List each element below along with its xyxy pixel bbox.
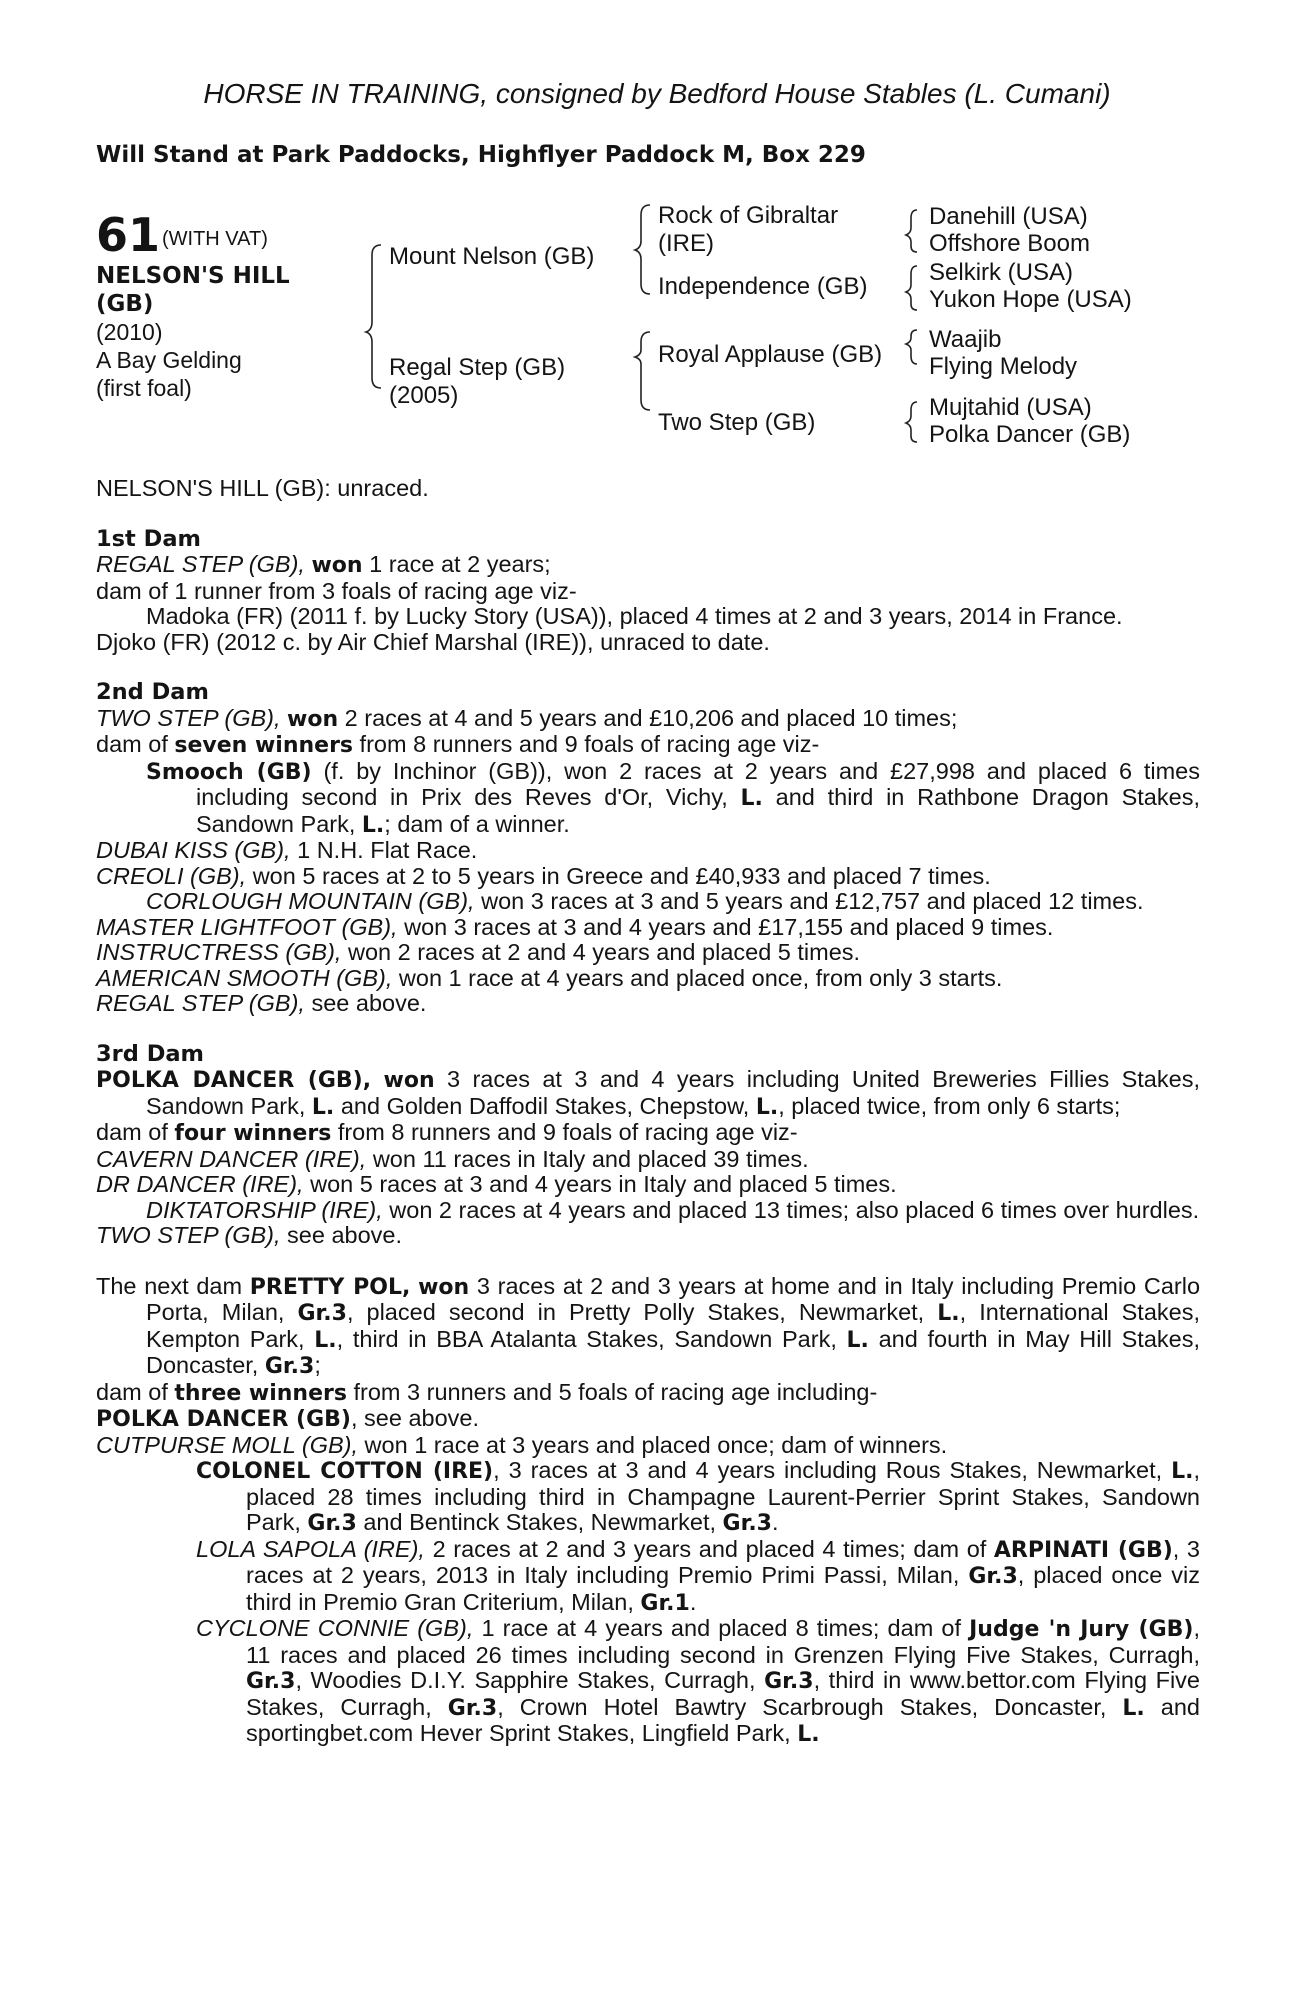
brace-dam (635, 332, 650, 410)
pedigree-sire-dam: Independence (GB) (658, 273, 868, 300)
dam1-record (96, 552, 1200, 579)
cavern-text: won 11 races in Italy and placed 39 times. (366, 1145, 809, 1172)
colonel-text-d: . (771, 1509, 779, 1535)
smooch-text-b: and third in Rathbone Dragon Stakes, Sandown Park, (196, 784, 1200, 837)
dam3-record (96, 1067, 1200, 1120)
pedigree-g6: Flying Melody (929, 353, 1078, 380)
dam1-record-text: 1 race at 2 years; (362, 551, 551, 577)
dr-text: won 5 races at 3 and 4 years in Italy and placed 5 times. (303, 1171, 897, 1197)
cutpurse-text: won 1 race at 3 years and placed once; dam of winners. (358, 1431, 948, 1458)
pedigree-brackets (0, 0, 1314, 470)
cyclone-text-d: , Woodies D.I.Y. Sapphire Stakes, Curragh, (295, 1667, 765, 1693)
dam3-produce-c: from 8 runners and 9 foals of racing age viz- (331, 1119, 798, 1145)
next-record-c: , International Stakes, Kempton Park, (146, 1299, 1200, 1352)
dam2-dubai (96, 838, 1200, 864)
dr-name: DR DANCER (IRE), (96, 1171, 304, 1197)
american-text: won 1 race at 4 years and placed once, from only 3 starts. (392, 964, 1003, 991)
regal-name: REGAL STEP (GB), (96, 990, 305, 1016)
creoli-text: won 5 races at 2 to 5 years in Greece and £40,933 and placed 7 times. (246, 862, 991, 889)
next-record-f: ; (314, 1352, 321, 1378)
smooch-listed-2: L. (361, 812, 385, 838)
cyclone-text-f: , Crown Hotel Bawtry Scarbrough Stakes, Doncaster, (497, 1693, 1123, 1720)
dam3-produce-a: dam of (96, 1119, 175, 1145)
smooch-listed-1: L. (740, 786, 763, 811)
dam2-produce (96, 732, 1200, 759)
next-polka-name: POLKA DANCER (GB) (96, 1407, 351, 1432)
next-name: PRETTY POL, (249, 1274, 411, 1300)
master-name: MASTER LIGHTFOOT (GB), (96, 913, 398, 940)
brace-g4 (906, 402, 917, 442)
cyclone-name: CYCLONE CONNIE (GB), (196, 1615, 474, 1641)
horse-description: A Bay Gelding (96, 347, 242, 373)
dam3-name: POLKA DANCER (GB), (96, 1068, 372, 1093)
pedigree-sire-sire: Rock of Gibraltar (658, 202, 839, 229)
lola-gr1: Gr.1 (640, 1590, 690, 1616)
arpinati-name: ARPINATI (GB) (993, 1537, 1173, 1563)
next-gr3-b: Gr.3 (264, 1354, 315, 1379)
dam2-regal (96, 991, 1200, 1017)
cyclone-text-g: and sportingbet.com Hever Sprint Stakes, Lingfield Park, (246, 1693, 1200, 1746)
dam2-master (96, 915, 1200, 941)
judge-n-jury-name: Judge 'n Jury (GB) (969, 1617, 1194, 1642)
stand-location: Will Stand at Park Paddocks, Highflyer Paddock M, Box 229 (96, 142, 866, 168)
dam2-produce-c: from 8 runners and 9 foals of racing age viz- (353, 731, 820, 757)
corlough-text: won 3 races at 3 and 5 years and £12,757 and placed 12 times. (474, 888, 1144, 914)
instructress-name: INSTRUCTRESS (GB), (96, 939, 342, 965)
dam3-produce-winners: four winners (174, 1121, 332, 1146)
next-produce-a: dam of (96, 1378, 175, 1405)
cyclone-listed-b: L. (797, 1722, 820, 1747)
dam2-produce-a: dam of (96, 731, 175, 757)
horse-year: (2010) (96, 319, 163, 345)
cyclone-text-e: , third in www.bettor.com Flying Five Stakes, Curragh, (246, 1667, 1200, 1720)
brace-main (366, 245, 381, 388)
dam3-two (96, 1223, 1200, 1249)
next-colonel (96, 1458, 1200, 1537)
pedigree-g4: Yukon Hope (USA) (929, 286, 1132, 313)
next-polka-text: , see above. (351, 1405, 480, 1431)
vat-note: (WITH VAT) (162, 228, 268, 250)
dam2-record-text: 2 races at 4 and 5 years and £10,206 and placed 10 times; (338, 704, 958, 731)
brace-g2 (906, 266, 917, 310)
dam2-creoli (96, 864, 1200, 890)
pedigree-sire-sire-2: (IRE) (658, 230, 714, 257)
pedigree-dam-sire: Royal Applause (GB) (658, 341, 883, 368)
cyclone-gr3-c: Gr.3 (447, 1695, 498, 1721)
pedigree-g2: Offshore Boom (929, 230, 1090, 257)
dam3-cavern (96, 1147, 1200, 1173)
dam1-produce-1: Madoka (FR) (2011 f. by Lucky Story (USA)), placed 4 times at 2 and 3 years, 2014 in France. (146, 603, 1123, 629)
colonel-name: COLONEL COTTON (IRE) (196, 1459, 494, 1484)
pedigree-g8: Polka Dancer (GB) (929, 421, 1131, 448)
next-lola (96, 1537, 1200, 1617)
pedigree-sire: Mount Nelson (GB) (389, 243, 595, 270)
dam1-name: REGAL STEP (GB), (96, 551, 305, 577)
dam1-heading: 1st Dam (96, 525, 201, 552)
next-produce (96, 1380, 1200, 1407)
dam2-produce-winners: seven winners (174, 733, 354, 758)
lot-number: 61 (96, 208, 161, 262)
pedigree-g3: Selkirk (USA) (929, 259, 1074, 286)
lola-name: LOLA SAPOLA (IRE), (196, 1535, 425, 1562)
brace-sire (635, 205, 650, 294)
diktatorship-name: DIKTATORSHIP (IRE), (146, 1196, 383, 1223)
dubai-name: DUBAI KISS (GB), (96, 837, 291, 863)
master-text: won 3 races at 3 and 4 years and £17,155 and placed 9 times. (397, 913, 1054, 940)
creoli-name: CREOLI (GB), (96, 862, 247, 889)
dam2-american (96, 966, 1200, 992)
pedigree-dam-year: (2005) (389, 382, 459, 409)
cyclone-text-a: 1 race at 4 years and placed 8 times; dam of (473, 1615, 970, 1641)
dam3-dr (96, 1172, 1200, 1198)
cutpurse-name: CUTPURSE MOLL (GB), (96, 1431, 359, 1458)
dam2-smooch (96, 759, 1200, 839)
cyclone-text-c: , 11 races and placed 26 times including second in Grenzen Flying Five Stakes, Curragh, (246, 1615, 1200, 1668)
cyclone-listed-a: L. (1122, 1695, 1145, 1721)
dam2-instructress (96, 940, 1200, 966)
dam2-heading: 2nd Dam (96, 679, 209, 705)
next-listed-a: L. (937, 1301, 960, 1326)
horse-name-line2: (GB) (96, 291, 154, 317)
dam3-listed-2: L. (755, 1094, 779, 1120)
smooch-name: Smooch (GB) (146, 759, 312, 785)
cavern-name: CAVERN DANCER (IRE), (96, 1145, 367, 1172)
brace-g3 (906, 330, 917, 364)
dam3-record-c: , placed twice, from only 6 starts; (778, 1092, 1121, 1119)
lola-text-a: 2 races at 2 and 3 years and placed 4 times; dam of (424, 1535, 994, 1562)
horse-note: (first foal) (96, 375, 192, 401)
smooch-text-a: (f. by Inchinor (GB)), won 2 races at 2 years and £27,998 and placed 6 times including second in Prix des Reves d'Or, Vichy, (196, 757, 1201, 810)
dam1-won: won (311, 553, 363, 578)
colonel-gr3-b: Gr.3 (722, 1511, 772, 1536)
two-step-name: TWO STEP (GB), (96, 1222, 281, 1248)
pedigree-g7: Mujtahid (USA) (929, 394, 1092, 421)
next-record-b: , placed second in Pretty Polly Stakes, Newmarket, (346, 1299, 938, 1325)
unraced-line: NELSON'S HILL (GB): unraced. (96, 475, 429, 501)
lola-text-c: , 3 races at 2 years, 2013 in Italy including Premio Primi Passi, Milan, (246, 1535, 1200, 1588)
dam3-diktatorship (96, 1198, 1200, 1224)
regal-text: see above. (304, 990, 427, 1016)
next-cutpurse (96, 1433, 1200, 1459)
dam3-record-b: and Golden Daffodil Stakes, Chepstow, (334, 1092, 756, 1119)
next-gr3-a: Gr.3 (297, 1301, 347, 1326)
colonel-listed: L. (1171, 1459, 1194, 1484)
next-record-e: and fourth in May Hill Stakes, Doncaster, (146, 1325, 1200, 1378)
dam2-corlough (96, 889, 1200, 915)
next-record-d: , third in BBA Atalanta Stakes, Sandown Park, (336, 1325, 847, 1352)
next-intro: The next dam (96, 1272, 250, 1299)
next-produce-winners: three winners (174, 1380, 347, 1406)
dam3-listed-1: L. (311, 1094, 335, 1120)
pedigree-dam: Regal Step (GB) (389, 354, 566, 381)
dam1-produce: dam of 1 runner from 3 foals of racing age viz- (96, 577, 577, 604)
corlough-name: CORLOUGH MOUNTAIN (GB), (146, 888, 475, 914)
next-record-a: 3 races at 2 and 3 years at home and in Italy including Premio Carlo Porta, Milan, (146, 1272, 1201, 1325)
dam3-won: won (383, 1068, 435, 1093)
next-dam-record (96, 1274, 1200, 1380)
lola-gr3: Gr.3 (968, 1564, 1018, 1589)
brace-g1 (906, 210, 917, 252)
dam1-produce-2: Djoko (FR) (2012 c. by Air Chief Marshal (IRE)), unraced to date. (96, 628, 770, 655)
next-cyclone (96, 1616, 1200, 1748)
next-polka (96, 1406, 1200, 1433)
dam2-record (96, 706, 1200, 733)
lola-text-e: . (689, 1588, 697, 1615)
pedigree-g1: Danehill (USA) (929, 203, 1088, 230)
cyclone-gr3-b: Gr.3 (764, 1669, 814, 1694)
pedigree-g5: Waajib (929, 326, 1002, 353)
page-title: HORSE IN TRAINING, consigned by Bedford House Stables (L. Cumani) (203, 78, 1111, 109)
american-name: AMERICAN SMOOTH (GB), (96, 964, 393, 991)
dam2-name: TWO STEP (GB), (96, 704, 281, 731)
next-listed-c: L. (846, 1327, 869, 1353)
dam3-record-a: 3 races at 3 and 4 years including United Breweries Fillies Stakes, Sandown Park, (146, 1066, 1200, 1119)
horse-name-line1: NELSON'S HILL (96, 263, 290, 289)
colonel-text-c: and Bentinck Stakes, Newmarket, (356, 1509, 723, 1535)
cyclone-gr3-a: Gr.3 (246, 1669, 296, 1694)
diktatorship-text: won 2 races at 4 years and placed 13 times; also placed 6 times over hurdles. (382, 1196, 1200, 1223)
dubai-text: 1 N.H. Flat Race. (290, 837, 478, 863)
next-produce-c: from 3 runners and 5 foals of racing age including- (346, 1378, 878, 1405)
pedigree-dam-dam: Two Step (GB) (658, 409, 816, 436)
two-step-text: see above. (280, 1222, 403, 1248)
smooch-text-c: ; dam of a winner. (384, 810, 570, 837)
colonel-text-a: , 3 races at 3 and 4 years including Rous Stakes, Newmarket, (493, 1457, 1172, 1483)
next-listed-b: L. (314, 1327, 337, 1353)
catalogue-body (96, 476, 1200, 1748)
dam3-produce (96, 1120, 1200, 1147)
colonel-text-b: , placed 28 times including third in Champagne Laurent-Perrier Sprint Stakes, Sandown Park, (246, 1457, 1200, 1535)
next-won: won (418, 1274, 470, 1300)
dam2-won: won (287, 706, 339, 732)
instructress-text: won 2 races at 2 and 4 years and placed 5 times. (341, 939, 861, 965)
colonel-gr3-a: Gr.3 (307, 1511, 357, 1536)
dam3-heading: 3rd Dam (96, 1040, 204, 1067)
lola-text-d: , placed once viz third in Premio Gran Criterium, Milan, (246, 1562, 1200, 1615)
